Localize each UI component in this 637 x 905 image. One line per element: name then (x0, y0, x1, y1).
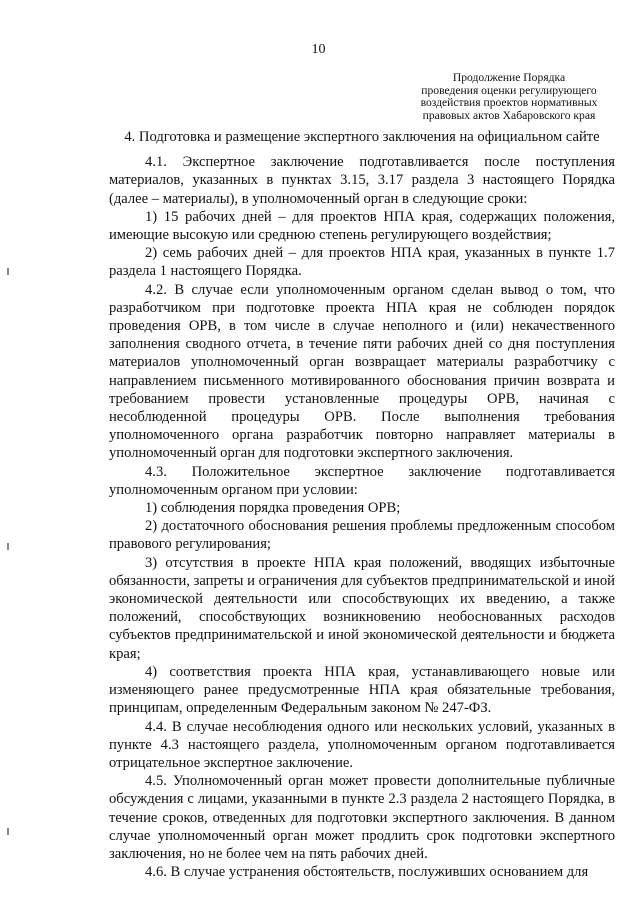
header-block (404, 72, 614, 122)
page-number: 10 (311, 42, 326, 57)
paragraph-4-5: 4.5. Уполномоченный орган может провести дополнительные публичные обсуждения с лицами, указанными в пункте 2.3 раздела 2 настоящего Порядка, в течение сроков, отведенных для подготовки экспертного заключения. В данном случае уполномоченный орган может продлить срок подготовки экспертного заключения, но не более чем на пять рабочих дней. (109, 773, 615, 862)
header-line: Продолжение Порядка (452, 71, 566, 84)
scan-margin-mark (7, 543, 9, 550)
header-line: правовых актов Хабаровского края (422, 108, 596, 122)
scan-margin-mark (7, 828, 9, 835)
section-title: 4. Подготовка и размещение экспертного заключения на официальном сайте (124, 129, 600, 145)
paragraph-4-1: 4.1. Экспертное заключение подготавливается после поступления материалов, указанных в пунктах 3.15, 3.17 раздела 3 настоящего Порядка (далее – материалы), в уполномоченный орган в следующие сроки: (109, 154, 615, 207)
list-item-4-3-1: 1) соблюдения порядка проведения ОРВ; (145, 500, 401, 517)
list-item-4-1-1: 1) 15 рабочих дней – для проектов НПА края, содержащих положения, имеющие высокую или среднюю степень регулирующего воздействия; (109, 208, 615, 244)
header-line: воздействия проектов нормативных (420, 96, 598, 109)
paragraph-4-4: 4.4. В случае несоблюдения одного или нескольких условий, указанных в пункте 4.3 настоящего раздела, уполномоченным органом подготавливается отрицательное экспертное заключение. (109, 718, 615, 771)
header-line: проведения оценки регулирующего (421, 83, 597, 97)
paragraph-4-2: 4.2. В случае если уполномоченным органом сделан вывод о том, что разработчиком при подготовке проекта НПА края не соблюден порядок проведения ОРВ, в том числе в случае неполного и (или) некачественного заполнения сводного отчета, в течение пяти рабочих дней со дня поступления материалов уполномоченный орган возвращает материалы разработчику с направлением письменного мотивированного обоснования причин возврата и требованием провести установленные процедуры ОРВ, начиная с несоблюденной процедуры ОРВ. После выполнения требования уполномоченного органа разработчик повторно направляет материалы в уполномоченный орган для подготовки экспертного заключения. (109, 281, 615, 462)
list-item-4-3-4: 4) соответствия проекта НПА края, устанавливающего новые или изменяющего ранее предусмотренные НПА края обязательные требования, принципам, определенным Федеральным законом № 247-ФЗ. (109, 663, 615, 717)
list-item-4-3-3: 3) отсутствия в проекте НПА края положений, вводящих избыточные обязанности, запреты и ограничения для субъектов предпринимательской и иной экономической деятельности или способствующих их введению, а также положений, способствующих возникновению необоснованных расходов субъектов предпринимательской и иной экономической деятельности и бюджета края; (109, 554, 615, 662)
list-item-4-1-2: 2) семь рабочих дней – для проектов НПА края, указанных в пункте 1.7 раздела 1 настоящего Порядка. (109, 245, 615, 280)
list-item-4-3-2: 2) достаточного обоснования решения проблемы предложенным способом правового регулирования; (109, 518, 615, 553)
paragraph-4-3: 4.3. Положительное экспертное заключение подготавливается уполномоченным органом при условии: (109, 463, 615, 498)
paragraph-4-6: 4.6. В случае устранения обстоятельств, послуживших основанием для (145, 864, 589, 881)
document-body (109, 128, 615, 881)
scan-margin-mark (7, 268, 9, 275)
